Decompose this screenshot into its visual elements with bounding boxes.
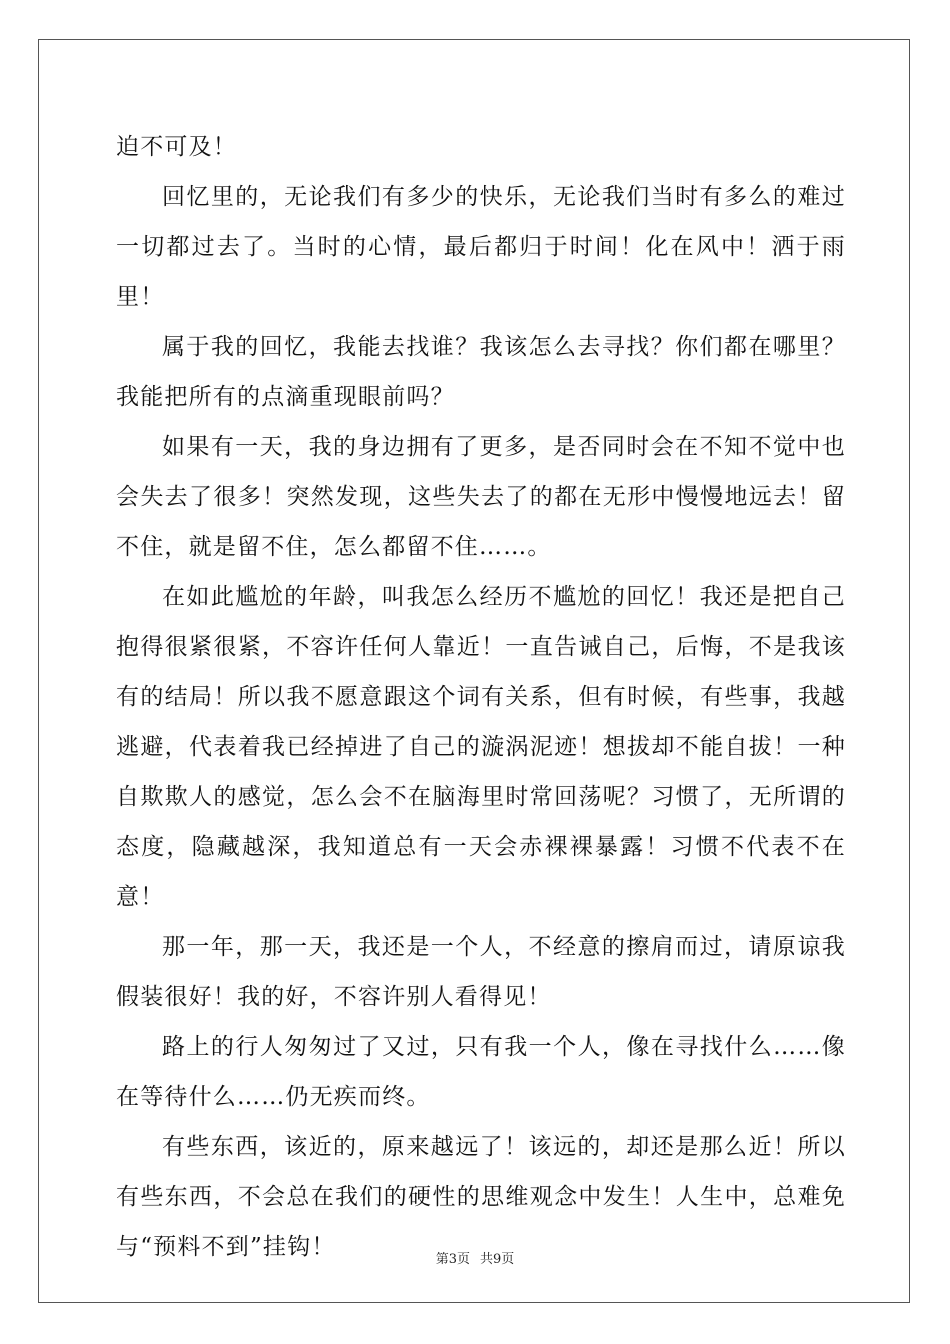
paragraph: 回忆里的，无论我们有多少的快乐，无论我们当时有多么的难过一切都过去了。当时的心情，最后都归于时间！化在风中！洒于雨里！ (116, 184, 846, 310)
page-footer (0, 1248, 950, 1267)
paragraph: 迫不可及！ (116, 134, 237, 160)
paragraph: 路上的行人匆匆过了又过，只有我一个人，像在寻找什么……像在等待什么……仍无疾而终。 (116, 1034, 846, 1110)
page-number: 第3页 (435, 1252, 470, 1267)
paragraph: 那一年，那一天，我还是一个人，不经意的擦肩而过，请原谅我假装很好！我的好，不容许别人看得见！ (116, 934, 846, 1010)
paragraph: 有些东西，该近的，原来越远了！该远的，却还是那么近！所以有些东西，不会总在我们的硬性的思维观念中发生！人生中，总难免与“预料不到”挂钩！ (116, 1134, 846, 1260)
page-total: 共9页 (480, 1252, 515, 1267)
paragraph: 如果有一天，我的身边拥有了更多，是否同时会在不知不觉中也会失去了很多！突然发现，这些失去了的都在无形中慢慢地远去！留不住，就是留不住，怎么都留不住……。 (116, 434, 846, 560)
paragraph: 在如此尴尬的年龄，叫我怎么经历不尴尬的回忆！我还是把自己抱得很紧很紧，不容许任何人靠近！一直告诫自己，后悔，不是我该有的结局！所以我不愿意跟这个词有关系，但有时候，有些事，我越逃避，代表着我已经掉进了自己的漩涡泥迹！想拔却不能自拔！一种自欺欺人的感觉，怎么会不在脑海里时常回荡呢？习惯了，无所谓的态度，隐藏越深，我知道总有一天会赤裸裸暴露！习惯不代表不在意！ (116, 584, 846, 910)
paragraph: 属于我的回忆，我能去找谁？我该怎么去寻找？你们都在哪里？我能把所有的点滴重现眼前吗？ (116, 334, 846, 410)
document-body (116, 122, 846, 1272)
